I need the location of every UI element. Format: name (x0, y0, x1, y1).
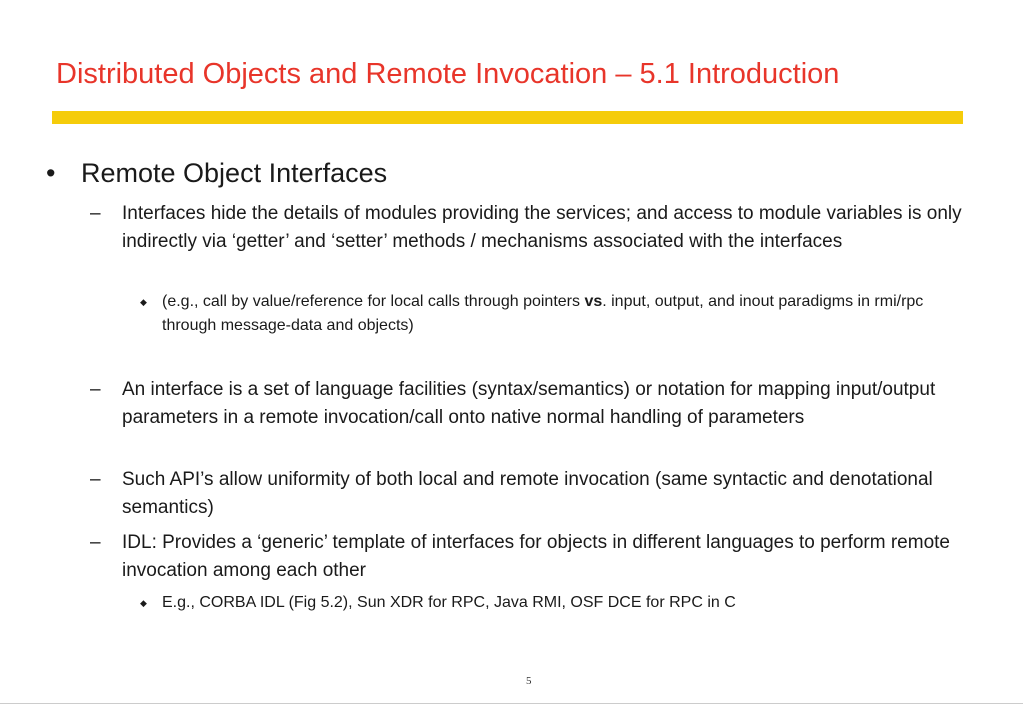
sub-sub-bullet-idl-examples (140, 591, 980, 615)
text-bold-vs: vs (584, 293, 603, 310)
sub-sub-bullet-text: E.g., CORBA IDL (Fig 5.2), Sun XDR for RPC, Java RMI, OSF DCE for RPC in C (162, 594, 736, 611)
sub-sub-bullet-text (162, 290, 977, 338)
diamond-bullet-icon: ◆ (140, 598, 147, 608)
bullet-text: Remote Object Interfaces (81, 158, 388, 188)
sub-bullet-text: An interface is a set of language facilities (syntax/semantics) or notation for mapping input/output parameters in a remote invocation/call onto native normal handling of parameters (122, 379, 936, 428)
text-part-after: . input, output, and inout paradigms in rmi/rpc through message-data and objects) (162, 293, 924, 334)
sub-bullet-interfaces-hide (90, 200, 970, 284)
page-number: 5 (526, 675, 532, 687)
bullet-dot-icon: • (46, 158, 56, 188)
slide-title: Distributed Objects and Remote Invocation – 5.1 Introduction (56, 58, 840, 90)
sub-bullet-interface-definition (90, 376, 970, 460)
dash-icon: – (90, 532, 101, 553)
sub-sub-bullet-eg-call (140, 290, 980, 338)
sub-bullet-api-uniformity (90, 466, 970, 522)
sub-bullet-text: Such API’s allow uniformity of both local and remote invocation (same syntactic and denotational semantics) (122, 469, 933, 518)
dash-icon: – (90, 203, 101, 224)
dash-icon: – (90, 379, 101, 400)
title-underline-bar (52, 111, 963, 124)
sub-bullet-idl (90, 529, 970, 585)
text-part-before: (e.g., call by value/reference for local calls through pointers (162, 293, 585, 310)
sub-bullet-text: IDL: Provides a ‘generic’ template of interfaces for objects in different languages to perform remote invocation among each other (122, 532, 950, 581)
sub-bullet-text: Interfaces hide the details of modules providing the services; and access to module variables is only indirectly via ‘getter’ and ‘setter’ methods / mechanisms associated with the interfaces (122, 203, 962, 252)
dash-icon: – (90, 469, 101, 490)
diamond-bullet-icon: ◆ (140, 297, 147, 307)
bottom-divider (0, 703, 1023, 704)
